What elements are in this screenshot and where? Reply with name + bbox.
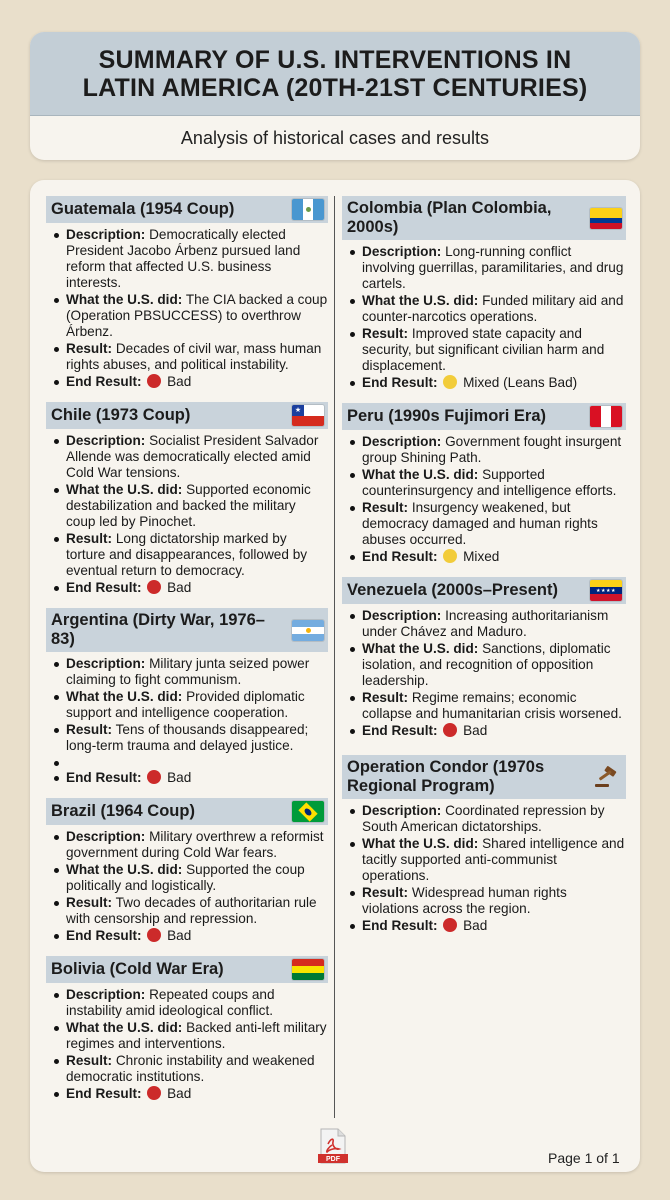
result-item: Result: Insurgency weakened, but democracy damaged and human rights abuses occurred. — [348, 500, 626, 548]
venezuela-flag-icon: ★★★★ — [590, 580, 622, 601]
page-subtitle: Analysis of historical cases and results — [180, 127, 490, 148]
section-peru — [342, 403, 626, 565]
section-items — [46, 429, 328, 596]
title-band — [30, 32, 640, 116]
result-item: Result: Chronic instability and weakened democratic institutions. — [52, 1053, 328, 1085]
spacer — [52, 755, 328, 769]
red-circle-icon — [147, 374, 161, 388]
result-item: Result: Long dictatorship marked by torture and disappearances, followed by eventual return to democracy. — [52, 531, 328, 579]
section-argentina — [46, 608, 328, 786]
description-item: Description: Repeated coups and instability amid ideological conflict. — [52, 987, 328, 1019]
page-title-line2: LATIN AMERICA (20TH-21ST CENTURIES) — [82, 73, 588, 102]
pdf-icon[interactable] — [318, 1128, 348, 1164]
section-title: Bolivia (Cold War Era) — [51, 960, 224, 978]
red-circle-icon — [147, 1086, 161, 1100]
section-colombia — [342, 196, 626, 391]
brazil-flag-icon — [292, 801, 324, 822]
section-title: Colombia (Plan Colombia, 2000s) — [347, 199, 552, 236]
section-header — [342, 577, 626, 604]
description-item: Description: Socialist President Salvador Allende was democratically elected amid Cold War tensions. — [52, 433, 328, 481]
section-brazil — [46, 798, 328, 944]
argentina-flag-icon — [292, 620, 324, 641]
section-title: Operation Condor (1970s Regional Program) — [347, 758, 545, 795]
red-circle-icon — [147, 770, 161, 784]
page-number: Page 1 of 1 — [548, 1150, 620, 1166]
us-action-item: What the U.S. did: Supported economic destabilization and backed the military coup led by Pinochet. — [52, 482, 328, 530]
section-items — [342, 240, 626, 391]
header-card — [30, 32, 640, 160]
right-column — [342, 196, 626, 946]
section-title: Chile (1973 Coup) — [51, 406, 191, 424]
pdf-label: PDF — [326, 1156, 340, 1163]
left-column — [46, 196, 328, 1114]
result-item: Result: Widespread human rights violations across the region. — [348, 885, 626, 917]
us-action-item: What the U.S. did: Supported counterinsurgency and intelligence efforts. — [348, 467, 626, 499]
section-header — [46, 608, 328, 652]
section-title: Brazil (1964 Coup) — [51, 802, 195, 820]
result-item: Result: Improved state capacity and security, but significant civilian harm and displacement. — [348, 326, 626, 374]
section-operation-condor — [342, 755, 626, 934]
description-item: Description: Government fought insurgent group Shining Path. — [348, 434, 626, 466]
us-action-item: What the U.S. did: Sanctions, diplomatic isolation, and recognition of opposition leadership. — [348, 641, 626, 689]
section-chile — [46, 402, 328, 596]
bolivia-flag-icon — [292, 959, 324, 980]
column-divider — [334, 196, 335, 1118]
us-action-item: What the U.S. did: Provided diplomatic support and intelligence cooperation. — [52, 689, 328, 721]
section-items — [46, 983, 328, 1102]
section-items — [46, 652, 328, 786]
result-item: Result: Decades of civil war, mass human rights abuses, and political instability. — [52, 341, 328, 373]
us-action-item: What the U.S. did: Backed anti-left military regimes and interventions. — [52, 1020, 328, 1052]
end-result-item: End Result: Bad — [52, 374, 328, 390]
end-result-item: End Result: Bad — [52, 770, 328, 786]
chile-flag-icon: ★ — [292, 405, 324, 426]
section-venezuela — [342, 577, 626, 739]
section-header — [46, 956, 328, 983]
yellow-circle-icon — [443, 549, 457, 563]
guatemala-flag-icon — [292, 199, 324, 220]
description-item: Description: Military overthrew a reformist government during Cold War fears. — [52, 829, 328, 861]
section-header — [342, 196, 626, 240]
end-result-item: End Result: Mixed — [348, 549, 626, 565]
end-result-item: End Result: Bad — [52, 1086, 328, 1102]
description-item: Description: Coordinated repression by South American dictatorships. — [348, 803, 626, 835]
section-title: Argentina (Dirty War, 1976–83) — [51, 611, 265, 648]
end-result-item: End Result: Mixed (Leans Bad) — [348, 375, 626, 391]
section-title: Venezuela (2000s–Present) — [347, 581, 558, 599]
section-header — [46, 798, 328, 825]
end-result-item: End Result: Bad — [52, 928, 328, 944]
description-item: Description: Increasing authoritarianism under Chávez and Maduro. — [348, 608, 626, 640]
section-items — [342, 430, 626, 565]
us-action-item: What the U.S. did: Supported the coup politically and logistically. — [52, 862, 328, 894]
description-item: Description: Military junta seized power claiming to fight communism. — [52, 656, 328, 688]
gavel-icon — [592, 765, 622, 789]
us-action-item: What the U.S. did: Funded military aid and counter-narcotics operations. — [348, 293, 626, 325]
section-title: Peru (1990s Fujimori Era) — [347, 407, 546, 425]
us-action-item: What the U.S. did: Shared intelligence and tacitly supported anti-communist operations. — [348, 836, 626, 884]
red-circle-icon — [147, 928, 161, 942]
section-header — [46, 402, 328, 429]
description-item: Description: Democratically elected President Jacobo Árbenz pursued land reform that affected U.S. business interests. — [52, 227, 328, 291]
page-title — [83, 46, 588, 102]
end-result-item: End Result: Bad — [52, 580, 328, 596]
section-header — [342, 755, 626, 799]
section-items — [46, 825, 328, 944]
section-header — [46, 196, 328, 223]
description-item: Description: Long-running conflict involving guerrillas, paramilitaries, and drug cartels. — [348, 244, 626, 292]
result-item: Result: Tens of thousands disappeared; long-term trauma and delayed justice. — [52, 722, 328, 754]
section-bolivia — [46, 956, 328, 1102]
end-result-item: End Result: Bad — [348, 723, 626, 739]
section-title: Guatemala (1954 Coup) — [51, 200, 235, 218]
section-guatemala — [46, 196, 328, 390]
end-result-item: End Result: Bad — [348, 918, 626, 934]
peru-flag-icon — [590, 406, 622, 427]
page-title-line1: SUMMARY OF U.S. INTERVENTIONS IN — [98, 45, 572, 74]
result-item: Result: Regime remains; economic collapse and humanitarian crisis worsened. — [348, 690, 626, 722]
us-action-item: What the U.S. did: The CIA backed a coup (Operation PBSUCCESS) to overthrow Árbenz. — [52, 292, 328, 340]
red-circle-icon — [443, 723, 457, 737]
section-items — [46, 223, 328, 390]
yellow-circle-icon — [443, 375, 457, 389]
section-items — [342, 604, 626, 739]
red-circle-icon — [147, 580, 161, 594]
colombia-flag-icon — [590, 208, 622, 229]
result-item: Result: Two decades of authoritarian rule with censorship and repression. — [52, 895, 328, 927]
section-header — [342, 403, 626, 430]
section-items — [342, 799, 626, 934]
red-circle-icon — [443, 918, 457, 932]
